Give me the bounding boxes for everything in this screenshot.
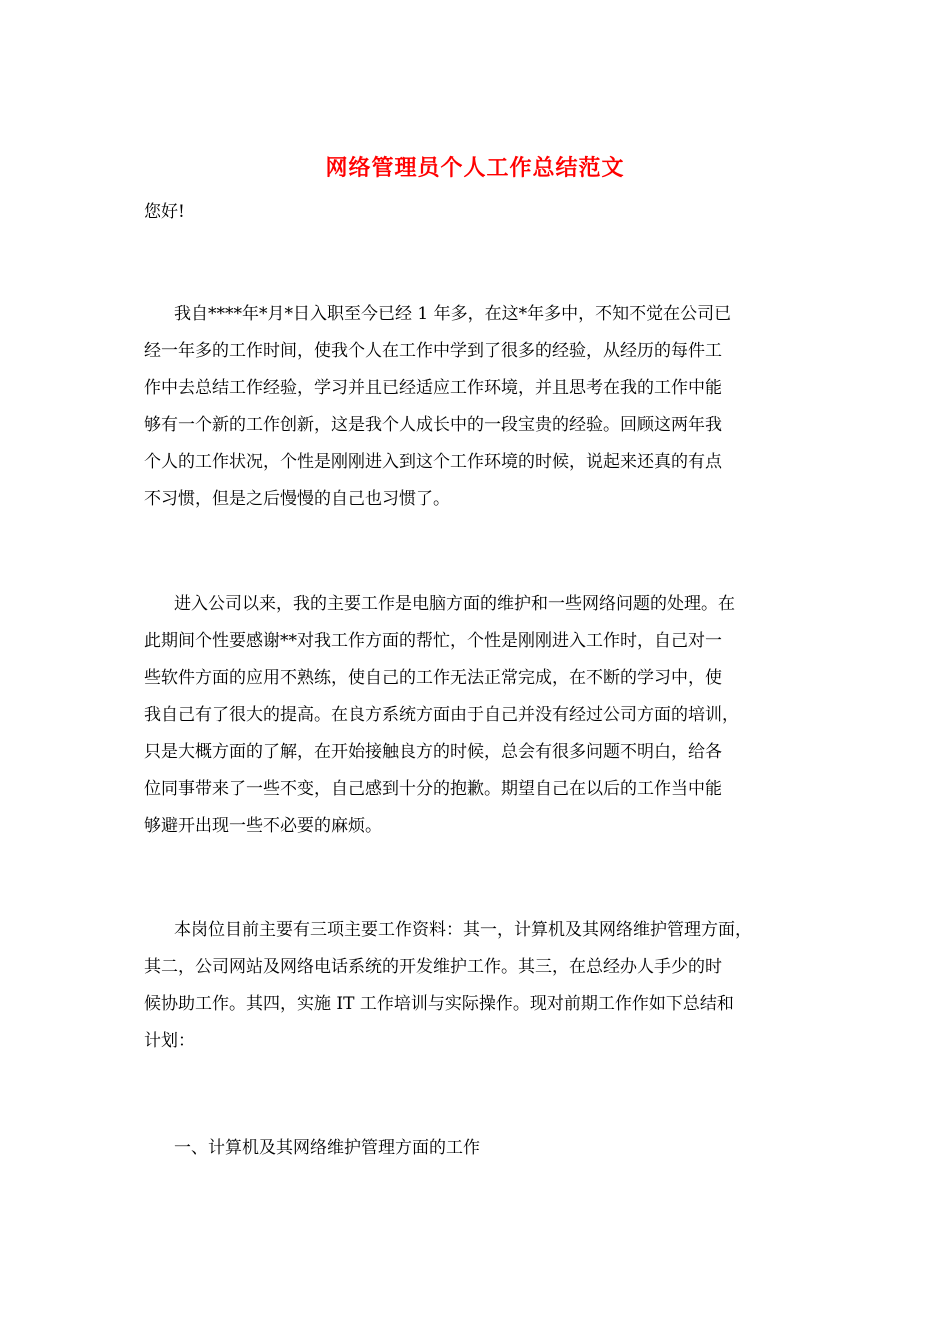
paragraph-line: 个人的工作状况，个性是刚刚进入到这个工作环境的时候，说起来还真的有点 xyxy=(144,452,722,472)
paragraph-line: 我自****年*月*日入职至今已经 1 年多，在这*年多中，不知不觉在公司已 xyxy=(174,304,732,324)
paragraph-line: 候协助工作。其四，实施 IT 工作培训与实际操作。现对前期工作作如下总结和 xyxy=(144,994,734,1014)
greeting: 您好! xyxy=(144,202,185,222)
paragraph-line: 经一年多的工作时间，使我个人在工作中学到了很多的经验，从经历的每件工 xyxy=(144,341,722,361)
paragraph-line: 够有一个新的工作创新，这是我个人成长中的一段宝贵的经验。回顾这两年我 xyxy=(144,415,722,435)
paragraph-line: 我自己有了很大的提高。在良方系统方面由于自己并没有经过公司方面的培训， xyxy=(144,705,739,725)
paragraph-3 xyxy=(144,912,814,1060)
paragraph-line: 位同事带来了一些不变，自己感到十分的抱歉。期望自己在以后的工作当中能 xyxy=(144,779,722,799)
paragraph-line: 计划： xyxy=(144,1031,195,1051)
section-heading: 一、计算机及其网络维护管理方面的工作 xyxy=(174,1138,480,1158)
paragraph-line: 本岗位目前主要有三项主要工作资料：其一，计算机及其网络维护管理方面， xyxy=(174,920,752,940)
paragraph-1 xyxy=(144,296,814,518)
paragraph-line: 够避开出现一些不必要的麻烦。 xyxy=(144,816,382,836)
document-title: 网络管理员个人工作总结范文 xyxy=(325,155,625,181)
paragraph-line: 只是大概方面的了解，在开始接触良方的时候，总会有很多问题不明白，给各 xyxy=(144,742,722,762)
paragraph-line: 进入公司以来，我的主要工作是电脑方面的维护和一些网络问题的处理。在 xyxy=(174,594,735,614)
paragraph-line: 些软件方面的应用不熟练，使自己的工作无法正常完成，在不断的学习中，使 xyxy=(144,668,722,688)
paragraph-line: 此期间个性要感谢**对我工作方面的帮忙，个性是刚刚进入工作时，自己对一 xyxy=(144,631,722,651)
paragraph-line: 其二，公司网站及网络电话系统的开发维护工作。其三，在总经办人手少的时 xyxy=(144,957,722,977)
paragraph-2 xyxy=(144,586,814,845)
paragraph-line: 不习惯，但是之后慢慢的自己也习惯了。 xyxy=(144,489,450,509)
paragraph-line: 作中去总结工作经验，学习并且已经适应工作环境，并且思考在我的工作中能 xyxy=(144,378,722,398)
